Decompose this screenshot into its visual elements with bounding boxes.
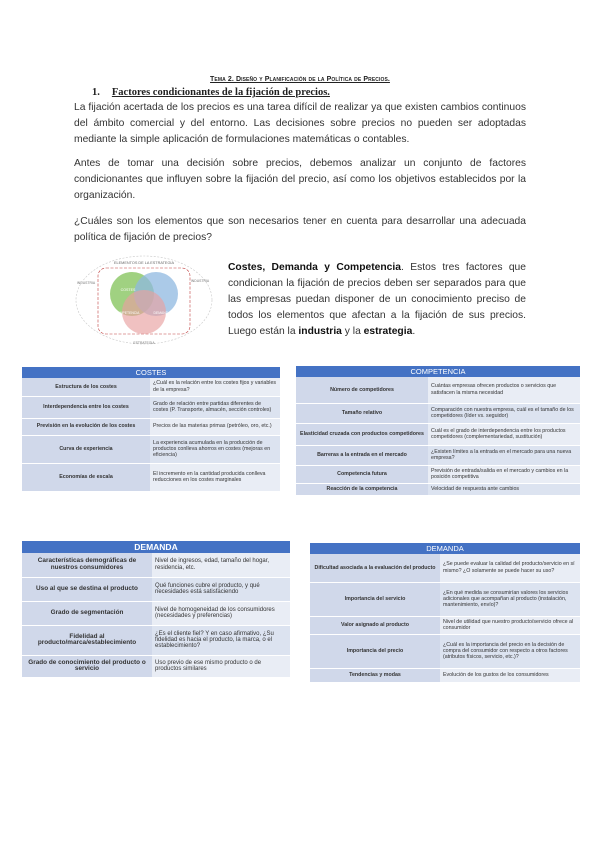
paragraph-1: La fijación acertada de los precios es una tarea difícil de realizar ya que existen cambios continuos del ámbito comercial y del entorno. Las decisiones sobre precios no pueden ser adoptadas mediante la simple aplicación de formulaciones matemáticas o contables.	[74, 102, 526, 145]
competencia-desc: Comparación con nuestra empresa, cuál es el tamaño de los competidores (líder vs. seguidor)	[428, 403, 580, 423]
demanda-1-factor: Grado de segmentación	[22, 601, 152, 625]
demanda-1-desc: Qué funciones cubre el producto, y qué necesidades está satisfaciendo	[152, 577, 290, 601]
costes-factor: Previsión en la evolución de los costes	[22, 418, 150, 435]
industry-strong: industria	[298, 326, 342, 337]
demanda-2-desc: Evolución de los gustos de los consumidores	[440, 668, 580, 682]
costes-desc: Precios de las materias primas (petróleo, oro, etc.)	[150, 418, 280, 435]
demanda-2-desc: ¿En qué medida se consumirían valores los servicios adicionales que acompañan al producto (instalación, mantenimiento, envío)?	[440, 582, 580, 616]
costes-factor: Curva de experiencia	[22, 435, 150, 463]
costes-desc: La experiencia acumulada en la producción de productos conlleva ahorros en costes (mejoras en eficiencia)	[150, 435, 280, 463]
demanda-1-factor: Características demográficas de nuestros consumidores	[22, 553, 152, 577]
costes-factor: Interdependencia entre los costes	[22, 396, 150, 418]
costes-table	[22, 367, 280, 492]
paragraph-4-text: . Estos tres factores que condicionan la fijación de precios deben ser separados para que las empresas puedan disponer de un conocimiento preciso de todos los elementos que afectan a la fijación de sus precios. Luego están la	[228, 262, 527, 337]
competencia-header: COMPETENCIA	[296, 366, 580, 377]
costes-factor: Estructura de los costes	[22, 378, 150, 396]
costes-desc: Grado de relación entre partidas diferentes de costes (P. Transporte, almacén, sección controles)	[150, 396, 280, 418]
costes-desc: ¿Cuál es la relación entre los costes fijos y variables de la empresa?	[150, 378, 280, 396]
venn-label-competencia: COMPETENCIA	[114, 311, 140, 315]
costes-header: COSTES	[22, 367, 280, 378]
factors-strong: Costes, Demanda y Competencia	[228, 262, 401, 273]
competencia-desc: Cuántas empresas ofrecen productos o servicios que satisfacen la misma necesidad	[428, 377, 580, 403]
demanda-2-factor: Tendencias y modas	[310, 668, 440, 682]
demanda-2-desc: ¿Se puede evaluar la calidad del producto/servicio en sí mismo? ¿O solamente se puede hacer su uso?	[440, 554, 580, 582]
venn-outer-right: INDUSTRIA	[190, 279, 210, 283]
section-title: Factores condicionantes de la fijación de precios.	[111, 87, 330, 98]
competencia-factor: Reacción de la competencia	[296, 483, 428, 495]
section-number: 1.	[92, 87, 100, 98]
venn-outer-left: INDUSTRIA	[76, 281, 96, 285]
demanda-2-desc: ¿Cuál es la importancia del precio en la decisión de compra del consumidor con respecto a otros factores (atributos físicos, servicio, etc.)?	[440, 634, 580, 668]
competencia-factor: Elasticidad cruzada con productos competidores	[296, 423, 428, 445]
demanda-1-desc: Nivel de ingresos, edad, tamaño del hogar, residencia, etc.	[152, 553, 290, 577]
demanda-1-factor: Fidelidad al producto/marca/establecimiento	[22, 625, 152, 655]
competencia-desc: Cuál es el grado de interdependencia entre los productos competidores (complementariedad, sustitución)	[428, 423, 580, 445]
competencia-factor: Barreras a la entrada en el mercado	[296, 445, 428, 465]
venn-diagram	[72, 254, 216, 348]
demanda-table-2	[310, 543, 580, 683]
section-heading	[92, 87, 330, 98]
costes-factor: Economías de escala	[22, 463, 150, 491]
competencia-factor: Tamaño relativo	[296, 403, 428, 423]
demanda-2-factor: Importancia del precio	[310, 634, 440, 668]
demanda-1-desc: Nivel de homogeneidad de los consumidores (necesidades y preferencias)	[152, 601, 290, 625]
competencia-factor: Competencia futura	[296, 465, 428, 483]
competencia-desc: Previsión de entrada/salida en el mercado y cambios en la posición competitiva	[428, 465, 580, 483]
demanda-1-header: DEMANDA	[22, 541, 290, 553]
demanda-1-desc: ¿Es el cliente fiel? Y en caso afirmativo, ¿Su fidelidad es hacia el producto, la marca, o el establecimiento?	[152, 625, 290, 655]
venn-outer-bottom: ESTRATEGIA	[133, 341, 155, 345]
paragraph-4	[228, 260, 526, 340]
competencia-factor: Número de competidores	[296, 377, 428, 403]
demanda-1-desc: Uso previo de ese mismo producto o de productos similares	[152, 655, 290, 677]
venn-outer-top: ELEMENTOS DE LA ESTRATEGIA	[114, 261, 174, 265]
paragraph-4-end: .	[412, 326, 416, 337]
demanda-2-factor: Importancia del servicio	[310, 582, 440, 616]
competencia-desc: ¿Existen límites a la entrada en el mercado para una nueva empresa?	[428, 445, 580, 465]
demanda-table-1	[22, 541, 290, 678]
paragraph-4-and: y la	[341, 326, 364, 337]
paragraph-2: Antes de tomar una decisión sobre precios, debemos analizar un conjunto de factores condicionantes que influyen sobre la fijación del precio, así como los objetivos establecidos por la organización.	[74, 158, 526, 201]
demanda-2-desc: Nivel de utilidad que nuestro producto/servicio ofrece al consumidor	[440, 616, 580, 634]
demanda-2-header: DEMANDA	[310, 543, 580, 554]
demanda-2-factor: Dificultad asociada a la evaluación del producto	[310, 554, 440, 582]
demanda-2-factor: Valor asignado al producto	[310, 616, 440, 634]
demanda-1-factor: Uso al que se destina el producto	[22, 577, 152, 601]
competencia-desc: Velocidad de respuesta ante cambios	[428, 483, 580, 495]
venn-label-demanda: DEMANDA	[153, 311, 171, 315]
costes-desc: El incremento en la cantidad producida conlleva reducciones en los costes marginales	[150, 463, 280, 491]
paragraph-3: ¿Cuáles son los elementos que son necesarios tener en cuenta para desarrollar una adecuada política de fijación de precios?	[74, 216, 526, 243]
strategy-strong: estrategia	[363, 326, 413, 337]
demanda-1-factor: Grado de conocimiento del producto o servicio	[22, 655, 152, 677]
document-title: Tema 2. Diseño y Planificación de la Política de Precios.	[210, 76, 390, 83]
competencia-table	[296, 366, 580, 496]
venn-label-costes: COSTES	[120, 288, 136, 292]
